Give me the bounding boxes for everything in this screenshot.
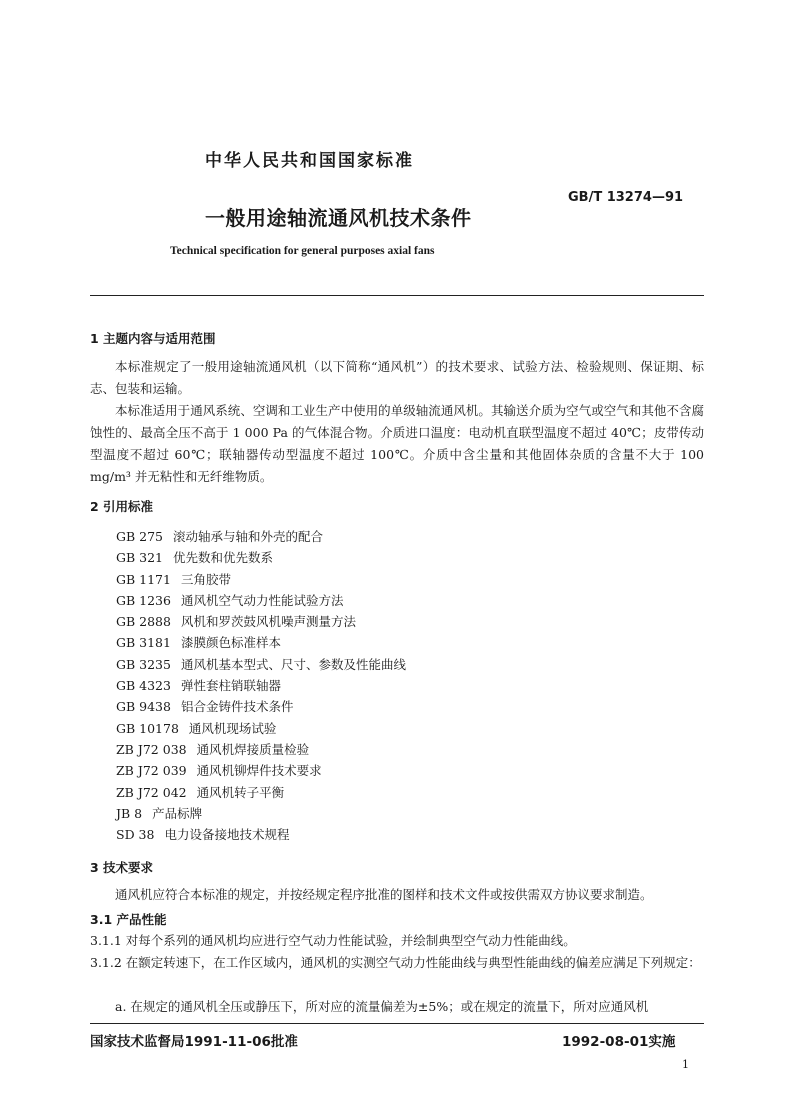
standard-title: 优先数和优先数系 — [173, 550, 274, 566]
list-item — [116, 632, 406, 653]
standard-code: SD 38 — [116, 827, 155, 843]
standard-title: 铝合金铸件技术条件 — [180, 699, 294, 715]
clause-3-1-1: 3.1.1 对每个系列的通风机均应进行空气动力性能试验，并绘制典型空气动力性能曲线。 — [90, 933, 576, 948]
document-title: 一般用途轴流通风机技术条件 — [205, 206, 472, 230]
standard-code: GB 3181 — [116, 635, 171, 651]
standard-code: GB 1236 — [116, 592, 171, 608]
list-item — [116, 675, 406, 696]
list-item — [116, 611, 406, 632]
section-3-heading: 3 技术要求 — [90, 860, 154, 875]
section-1-paragraph-1: 本标准规定了一般用途轴流通风机（以下简称“通风机”）的技术要求、试验方法、检验规则、保证期、标志、包装和运输。 — [90, 359, 704, 396]
standard-title: 通风机焊接质量检验 — [196, 741, 310, 757]
list-item — [116, 739, 406, 760]
standard-title: 产品标牌 — [152, 805, 203, 821]
clause-3-1-heading: 3.1 产品性能 — [90, 912, 167, 927]
standard-code: GB 10178 — [116, 720, 179, 736]
list-item — [116, 654, 406, 675]
section-3-paragraph: 通风机应符合本标准的规定，并按经规定程序批准的图样和技术文件或按供需双方协议要求制造。 — [115, 887, 653, 902]
footer-divider — [90, 1023, 704, 1024]
document-title-english: Technical specification for general purposes axial fans — [170, 245, 435, 257]
list-item — [116, 760, 406, 781]
section-1-paragraph-2: 本标准适用于通风系统、空调和工业生产中使用的单级轴流通风机。其输送介质为空气或空气和其他不含腐蚀性的、最高全压不高于 1 000 Pa 的气体混合物。介质进口温度：电动机直联型温度不超过 40℃；皮带传动型温度不超过 60℃；联轴器传动型温度不超过 100℃。介质中含尘量和其他固体杂质的含量不大于 100 mg/m³ 并无粘性和无纤维物质。 — [90, 403, 704, 484]
standard-code: GB 321 — [116, 550, 164, 566]
standard-title: 电力设备接地技术规程 — [164, 827, 290, 843]
clause-item-a: a. 在规定的通风机全压或静压下，所对应的流量偏差为±5%；或在规定的流量下，所对应通风机 — [115, 999, 649, 1014]
standard-code: GB 275 — [116, 529, 164, 544]
standard-code: GB 3235 — [116, 656, 171, 672]
approval-date: 国家技术监督局1991-11-06批准 — [90, 1034, 298, 1050]
list-item — [116, 547, 406, 568]
list-item — [116, 696, 406, 717]
section-2-heading: 2 引用标准 — [90, 499, 154, 514]
national-standard-header: 中华人民共和国国家标准 — [205, 151, 414, 171]
standard-title: 通风机转子平衡 — [196, 784, 285, 800]
effective-date: 1992-08-01实施 — [562, 1034, 676, 1050]
list-item — [116, 526, 406, 547]
standard-title: 滚动轴承与轴和外壳的配合 — [173, 529, 324, 544]
standard-code: GB 4323 — [116, 678, 171, 694]
standard-title: 通风机基本型式、尺寸、参数及性能曲线 — [180, 656, 406, 672]
list-item — [116, 569, 406, 590]
standard-title: 弹性套柱销联轴器 — [180, 678, 281, 694]
standard-code: GB 2888 — [116, 614, 171, 630]
standard-code: ZB J72 039 — [116, 763, 187, 779]
standard-code: GB 9438 — [116, 699, 171, 715]
list-item — [116, 782, 406, 803]
list-item — [116, 590, 406, 611]
standard-title: 三角胶带 — [180, 571, 231, 587]
standard-title: 漆膜颜色标准样本 — [180, 635, 281, 651]
standard-number: GB/T 13274—91 — [568, 190, 684, 205]
clause-3-1-2: 3.1.2 在额定转速下，在工作区域内，通风机的实测空气动力性能曲线与典型性能曲线的偏差应满足下列规定： — [90, 955, 701, 970]
list-item — [116, 803, 406, 824]
standard-title: 风机和罗茨鼓风机噪声测量方法 — [180, 614, 356, 630]
standard-code: ZB J72 038 — [116, 741, 187, 757]
standard-code: ZB J72 042 — [116, 784, 187, 800]
standard-title: 通风机铆焊件技术要求 — [196, 763, 322, 779]
standard-code: JB 8 — [116, 805, 143, 821]
list-item — [116, 824, 406, 845]
page-number: 1 — [682, 1058, 689, 1071]
standard-code: GB 1171 — [116, 571, 171, 587]
section-1-heading: 1 主题内容与适用范围 — [90, 331, 216, 346]
standard-title: 通风机空气动力性能试验方法 — [180, 592, 344, 608]
standard-title: 通风机现场试验 — [188, 720, 277, 736]
list-item — [116, 718, 406, 739]
header-divider — [90, 295, 704, 296]
referenced-standards-list — [116, 526, 406, 845]
